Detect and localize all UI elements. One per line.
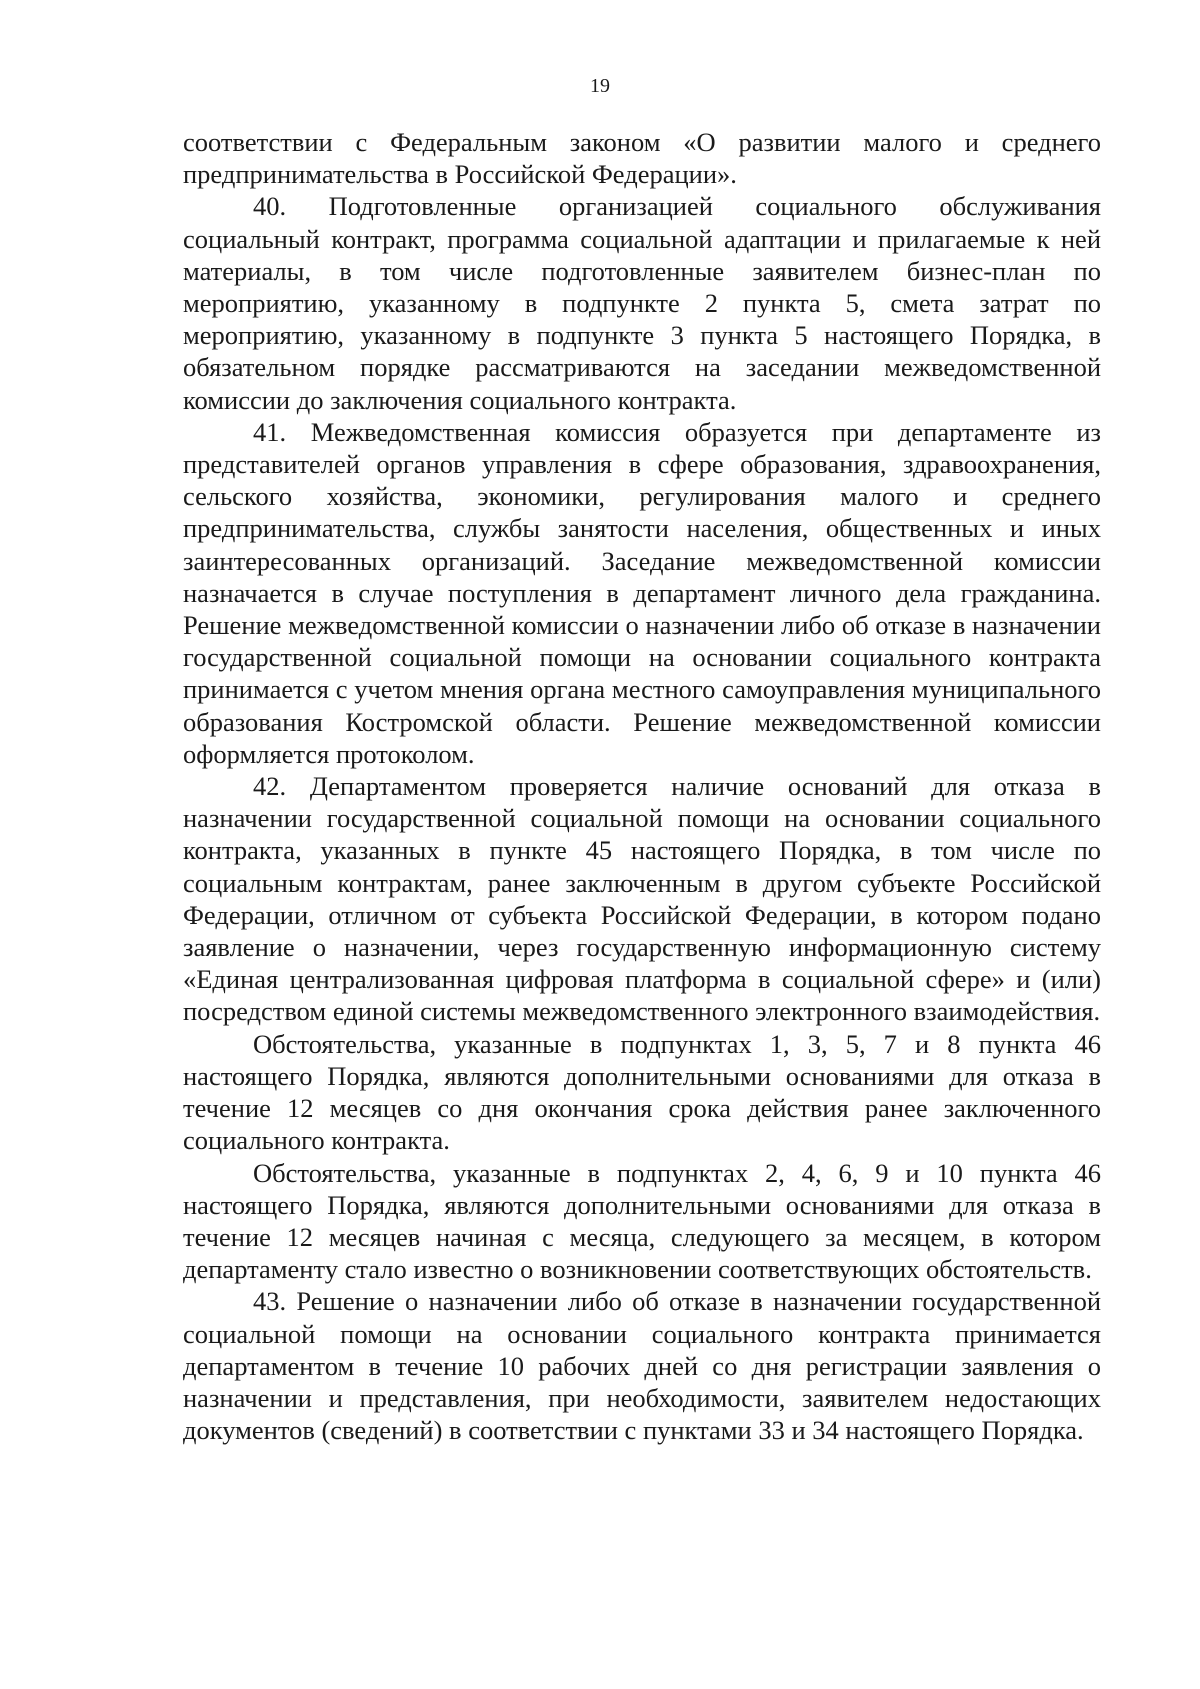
paragraph-circumstances-1: Обстоятельства, указанные в подпунктах 1, 3, 5, 7 и 8 пункта 46 настоящего Порядка, являются дополнительными основаниями для отказа в течение 12 месяцев со дня окончания срока действия ранее заключенного социального контракта. bbox=[183, 1028, 1101, 1156]
document-body bbox=[183, 126, 1101, 1446]
paragraph-item-42: 42. Департаментом проверяется наличие оснований для отказа в назначении государственной социальной помощи на основании социального контракта, указанных в пункте 45 настоящего Порядка, в том числе по социальным контрактам, ранее заключенным в другом субъекте Российской Федерации, отличном от субъекта Российской Федерации, в котором подано заявление о назначении, через государственную информационную систему «Единая централизованная цифровая платформа в социальной сфере» и (или) посредством единой системы межведомственного электронного взаимодействия. bbox=[183, 771, 1101, 1027]
paragraph-continuation: соответствии с Федеральным законом «О развитии малого и среднего предпринимательства в Российской Федерации». bbox=[183, 127, 1101, 190]
page-number: 19 bbox=[590, 75, 610, 97]
paragraph-item-41: 41. Межведомственная комиссия образуется при департаменте из представителей органов управления в сфере образования, здравоохранения, сельского хозяйства, экономики, регулирования малого и среднего предпринимательства, службы занятости населения, общественных и иных заинтересованных организаций. Заседание межведомственной комиссии назначается в случае поступления в департамент личного дела гражданина. Решение межведомственной комиссии о назначении либо об отказе в назначении государственной социальной помощи на основании социального контракта принимается с учетом мнения органа местного самоуправления муниципального образования Костромской области. Решение межведомственной комиссии оформляется протоколом. bbox=[183, 416, 1101, 769]
paragraph-circumstances-2: Обстоятельства, указанные в подпунктах 2, 4, 6, 9 и 10 пункта 46 настоящего Порядка, являются дополнительными основаниями для отказа в течение 12 месяцев начиная с месяца, следующего за месяцем, в котором департаменту стало известно о возникновении соответствующих обстоятельств. bbox=[183, 1157, 1101, 1285]
paragraph-item-40: 40. Подготовленные организацией социального обслуживания социальный контракт, программа социальной адаптации и прилагаемые к ней материалы, в том числе подготовленные заявителем бизнес-план по мероприятию, указанному в подпункте 2 пункта 5, смета затрат по мероприятию, указанному в подпункте 3 пункта 5 настоящего Порядка, в обязательном порядке рассматриваются на заседании межведомственной комиссии до заключения социального контракта. bbox=[183, 191, 1101, 415]
paragraph-item-43: 43. Решение о назначении либо об отказе в назначении государственной социальной помощи на основании социального контракта принимается департаментом в течение 10 рабочих дней со дня регистрации заявления о назначении и представления, при необходимости, заявителем недостающих документов (сведений) в соответствии с пунктами 33 и 34 настоящего Порядка. bbox=[183, 1286, 1101, 1446]
